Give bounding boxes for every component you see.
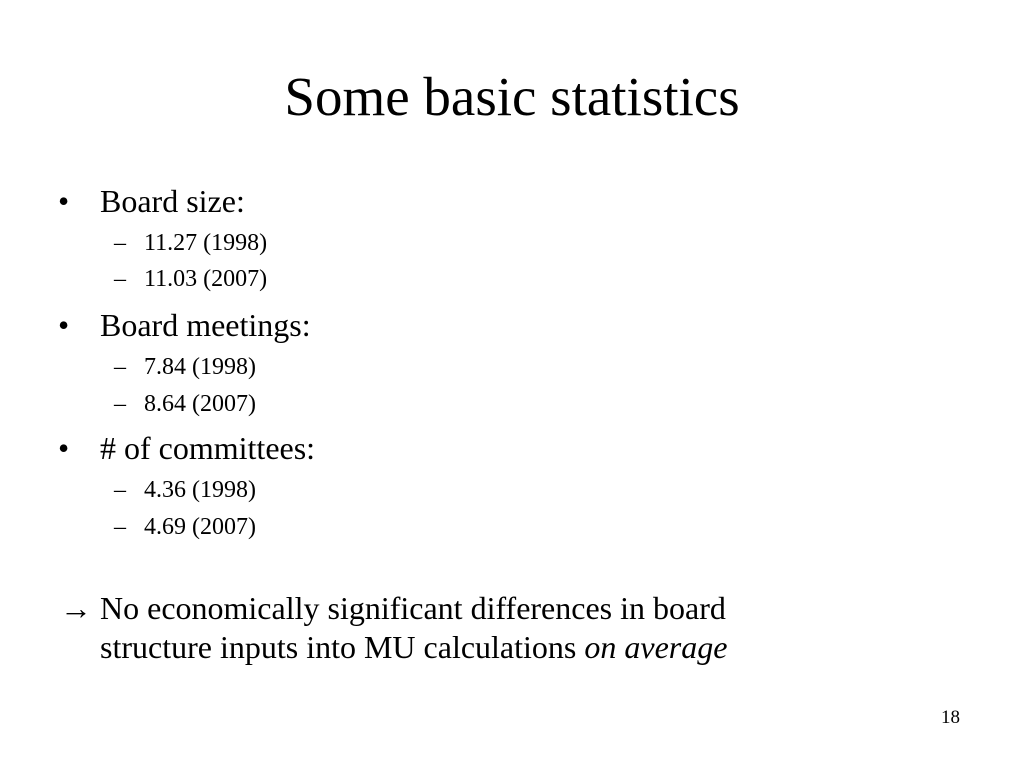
sub-item (114, 228, 267, 258)
sub-marker: – (114, 266, 126, 292)
sub-item-label: 7.84 (1998) (144, 354, 256, 380)
sub-item-label: 11.03 (2007) (144, 266, 268, 292)
sub-item-label: 8.64 (2007) (144, 391, 256, 417)
bullet-label: Board meetings: (100, 307, 311, 343)
bullet-label: Board size: (100, 183, 245, 219)
sub-marker: – (114, 391, 126, 417)
sub-item-label: 4.36 (1998) (144, 477, 256, 503)
bullet-marker: • (58, 307, 70, 343)
sub-item (114, 475, 256, 505)
bullet-item-committees (58, 428, 315, 468)
bullet-marker: • (58, 183, 70, 219)
conclusion-text (60, 589, 940, 667)
slide-title: Some basic statistics (284, 66, 740, 127)
bullet-item-board-size (58, 181, 245, 221)
bullet-item-board-meetings (58, 305, 311, 345)
sub-marker: – (114, 354, 126, 380)
sub-marker: – (114, 514, 126, 540)
sub-item-label: 4.69 (2007) (144, 514, 256, 540)
bullet-label: # of committees: (100, 430, 316, 466)
page-number: 18 (941, 707, 960, 728)
conclusion-line-1: No economically significant differences in board (92, 590, 726, 626)
conclusion-line-2 (60, 628, 940, 667)
sub-marker: – (114, 477, 126, 503)
bullet-marker: • (58, 430, 70, 466)
conclusion-emphasis: on average (584, 629, 728, 665)
sub-marker: – (114, 230, 126, 256)
sub-item (114, 512, 256, 542)
sub-item-label: 11.27 (1998) (144, 230, 268, 256)
sub-item (114, 264, 267, 294)
conclusion-line-2-text: structure inputs into MU calculations (100, 629, 585, 665)
sub-item (114, 389, 256, 419)
arrow-icon: → (60, 590, 92, 626)
sub-item (114, 352, 256, 382)
